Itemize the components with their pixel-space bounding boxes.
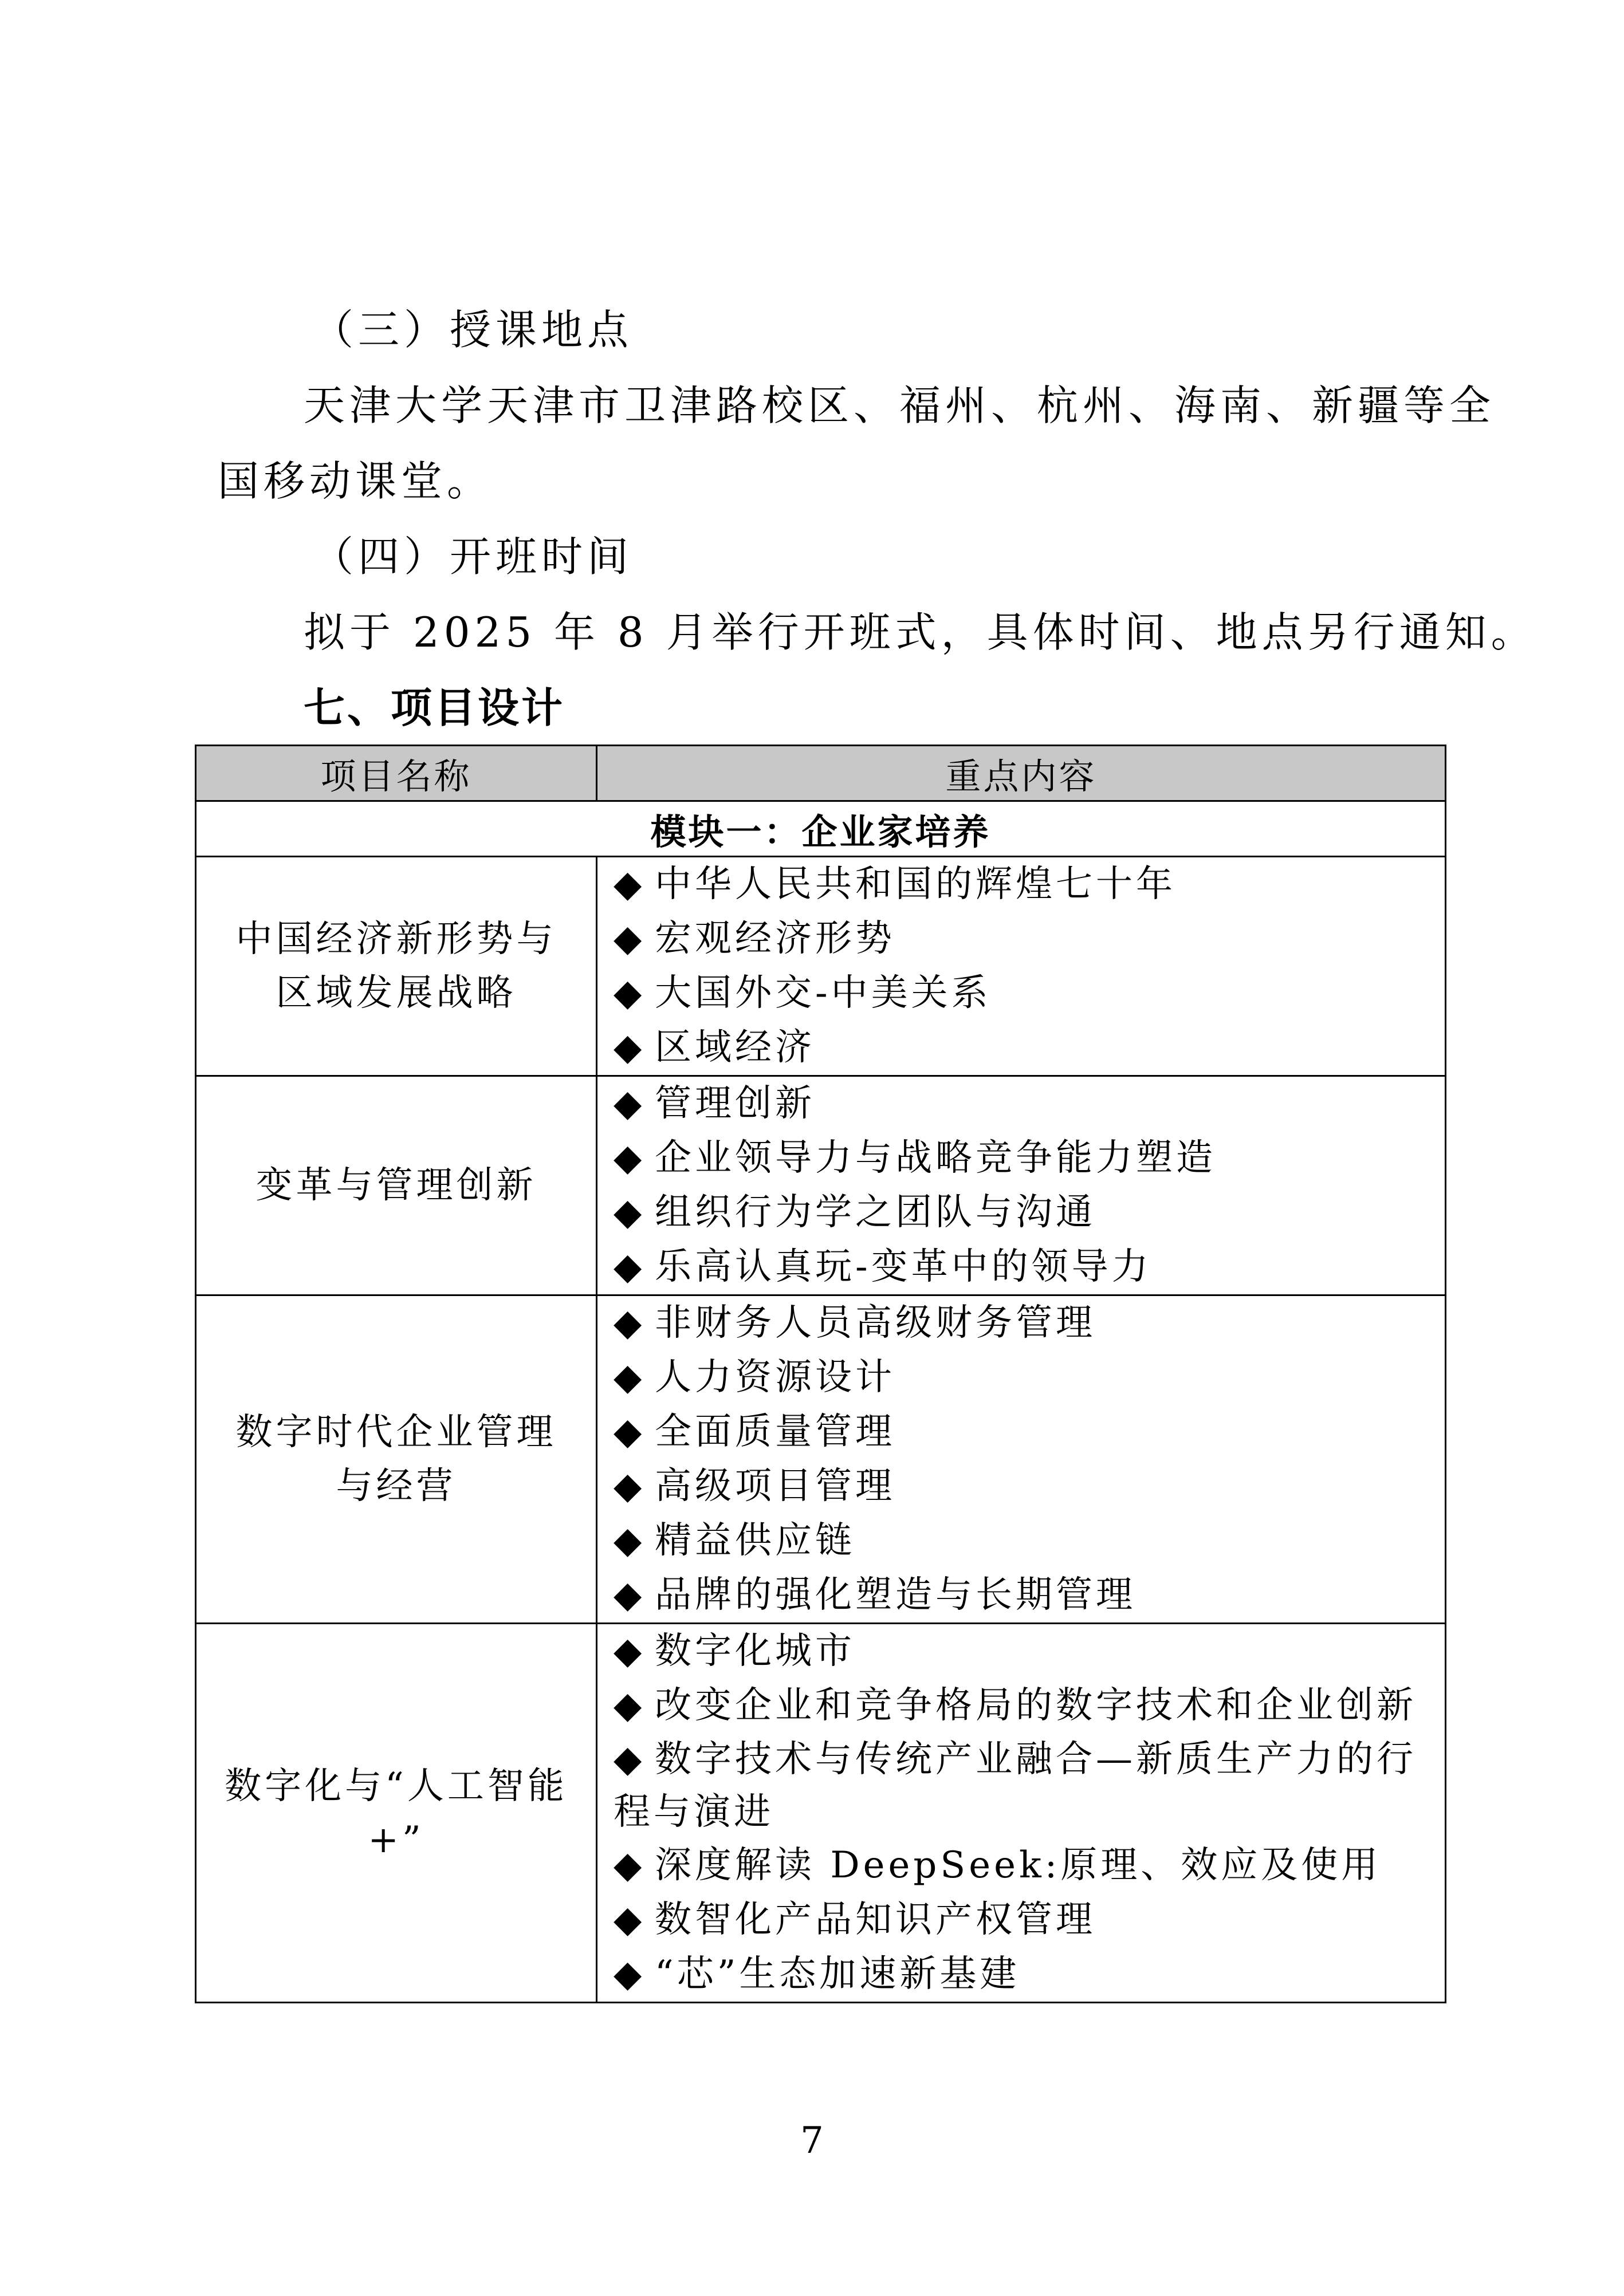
list-item: ◆ 管理创新: [614, 1077, 1445, 1131]
diamond-bullet-icon: ◆: [614, 1574, 646, 1616]
project-name-line: 数字化与“人工智能+”: [225, 1765, 568, 1861]
table-row: [196, 1076, 1446, 1295]
table-row: [196, 1624, 1446, 2003]
project-name-line: 中国经济新形势与: [235, 918, 557, 960]
project-name-cell: [196, 1076, 597, 1295]
project-name-line: 变革与管理创新: [255, 1164, 537, 1207]
list-item: ◆ 深度解读 DeepSeek:原理、效应及使用: [614, 1838, 1445, 1893]
list-item: ◆ 区域经济: [614, 1021, 1445, 1075]
project-design-table: [195, 745, 1446, 2003]
venue-heading: （三）授课地点: [312, 306, 634, 354]
project-name-line: 与经营: [336, 1465, 457, 1507]
diamond-bullet-icon: ◆: [614, 1411, 646, 1453]
diamond-bullet-icon: ◆: [614, 863, 646, 905]
diamond-bullet-icon: ◆: [614, 972, 646, 1014]
content-cell: [597, 1076, 1446, 1295]
page-number: 7: [800, 2120, 824, 2162]
module-title: 模块一：企业家培养: [196, 801, 1446, 857]
venue-text-line2: 国移动课堂。: [218, 457, 493, 505]
section-heading-project-design: 七、项目设计: [304, 684, 565, 732]
table-header-row: [196, 746, 1446, 801]
diamond-bullet-icon: ◆: [614, 1630, 646, 1672]
diamond-bullet-icon: ◆: [614, 917, 646, 960]
list-item: ◆ 数字化城市: [614, 1624, 1445, 1679]
table-row: [196, 857, 1446, 1076]
diamond-bullet-icon: ◆: [614, 1246, 646, 1288]
diamond-bullet-icon: ◆: [614, 1844, 646, 1887]
list-item: ◆ 全面质量管理: [614, 1405, 1445, 1459]
table-row: [196, 1295, 1446, 1624]
list-item: ◆ 大国外交-中美关系: [614, 966, 1445, 1021]
list-item: ◆ 宏观经济形势: [614, 912, 1445, 966]
column-header-name: 项目名称: [196, 746, 597, 801]
project-name-cell: [196, 1295, 597, 1624]
start-text: 拟于 2025 年 8 月举行开班式，具体时间、地点另行通知。: [304, 608, 1537, 656]
list-item: ◆ 数智化产品知识产权管理: [614, 1893, 1445, 1947]
diamond-bullet-icon: ◆: [614, 1026, 646, 1069]
diamond-bullet-icon: ◆: [614, 1519, 646, 1562]
list-item: ◆ 中华人民共和国的辉煌七十年: [614, 857, 1445, 912]
list-item: ◆ 数字技术与传统产业融合—新质生产力的行程与演进: [614, 1733, 1445, 1838]
project-name-line: 数字时代企业管理: [235, 1411, 557, 1454]
list-item: ◆ 品牌的强化塑造与长期管理: [614, 1568, 1445, 1622]
project-name-line: 区域发展战略: [276, 972, 517, 1014]
diamond-bullet-icon: ◆: [614, 1137, 646, 1179]
column-header-content: 重点内容: [597, 746, 1446, 801]
list-item: ◆ 组织行为学之团队与沟通: [614, 1186, 1445, 1240]
diamond-bullet-icon: ◆: [614, 1953, 646, 1995]
list-item: ◆ 企业领导力与战略竞争能力塑造: [614, 1131, 1445, 1186]
content-cell: [597, 1295, 1446, 1624]
list-item: ◆ 非财务人员高级财务管理: [614, 1296, 1445, 1350]
list-item: ◆ 人力资源设计: [614, 1350, 1445, 1405]
diamond-bullet-icon: ◆: [614, 1356, 646, 1399]
list-item: ◆ 改变企业和竞争格局的数字技术和企业创新: [614, 1679, 1445, 1733]
venue-text-line1: 天津大学天津市卫津路校区、福州、杭州、海南、新疆等全: [304, 381, 1496, 430]
project-name-cell: [196, 1624, 597, 2003]
project-name-cell: [196, 857, 597, 1076]
diamond-bullet-icon: ◆: [614, 1684, 646, 1727]
content-cell: [597, 1624, 1446, 2003]
diamond-bullet-icon: ◆: [614, 1302, 646, 1344]
list-item: ◆ 高级项目管理: [614, 1459, 1445, 1514]
list-item: ◆ 精益供应链: [614, 1514, 1445, 1568]
diamond-bullet-icon: ◆: [614, 1191, 646, 1234]
diamond-bullet-icon: ◆: [614, 1465, 646, 1507]
diamond-bullet-icon: ◆: [614, 1082, 646, 1125]
content-cell: [597, 857, 1446, 1076]
diamond-bullet-icon: ◆: [614, 1899, 646, 1941]
list-item: ◆ 乐高认真玩-变革中的领导力: [614, 1240, 1445, 1294]
start-heading: （四）开班时间: [312, 533, 634, 581]
list-item: ◆ “芯”生态加速新基建: [614, 1947, 1445, 2002]
module-row: [196, 801, 1446, 857]
diamond-bullet-icon: ◆: [614, 1738, 646, 1781]
